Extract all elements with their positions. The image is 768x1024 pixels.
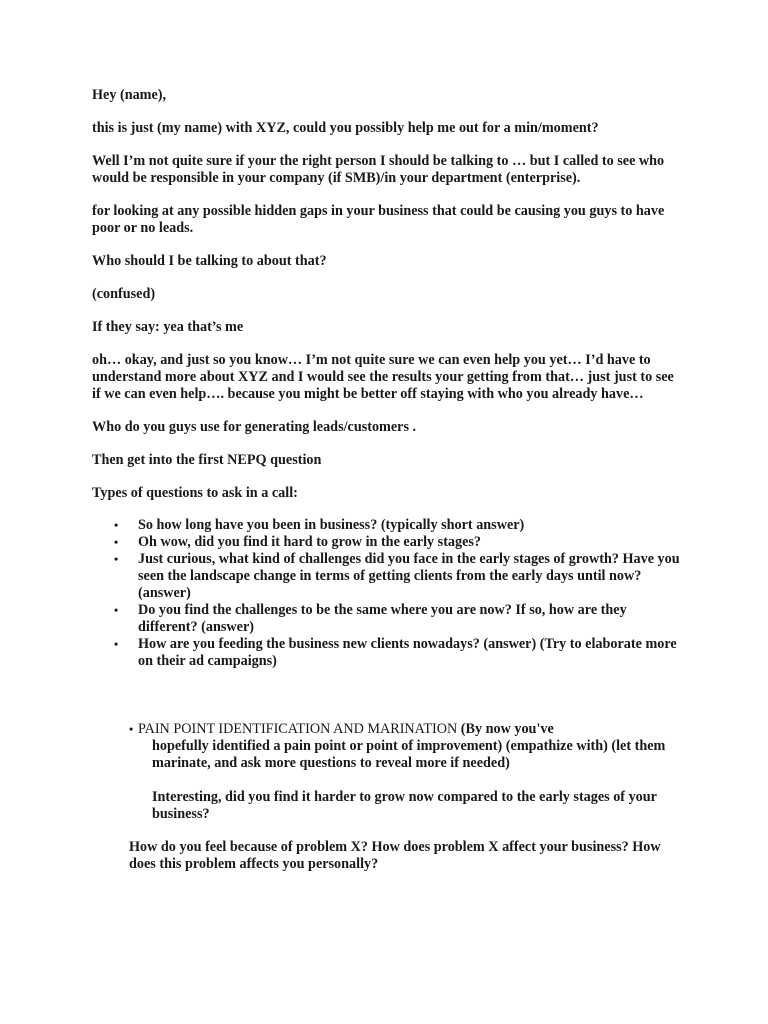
list-item — [92, 636, 682, 670]
interesting-question: Interesting, did you find it harder to grow now compared to the early stages of your business? — [152, 789, 657, 822]
question-list — [92, 517, 682, 670]
types-heading: Types of questions to ask in a call: — [92, 485, 298, 501]
closing-questions: How do you feel because of problem X? How does problem X affect your business? How does this problem affects you personally? — [129, 839, 661, 872]
bullet-icon: • — [114, 535, 119, 549]
pain-point-section — [129, 721, 682, 823]
document-page — [92, 87, 682, 889]
pain-point-heading: PAIN POINT IDENTIFICATION AND MARINATION — [138, 721, 458, 737]
pain-point-lead-rest: hopefully identified a pain point or point of improvement) (empathize with) (let them marinate, and ask more questions to reveal more if needed) — [152, 738, 666, 771]
greeting: Hey (name), — [92, 87, 167, 103]
intro-line: this is just (my name) with XYZ, could you possibly help me out for a min/moment? — [92, 120, 599, 136]
bullet-icon: • — [114, 637, 119, 651]
pain-point-lead-first: (By now you've — [457, 721, 554, 737]
list-item — [92, 602, 682, 636]
bullet-icon: • — [114, 518, 119, 532]
question-text: Oh wow, did you find it hard to grow in the early stages? — [138, 534, 482, 550]
hidden-gaps-paragraph: for looking at any possible hidden gaps in your business that could be causing you guys to have poor or no leads. — [92, 203, 665, 236]
question-text: Do you find the challenges to be the same where you are now? If so, how are they different? (answer) — [138, 602, 627, 635]
bullet-icon: • — [129, 722, 134, 736]
list-item — [92, 517, 682, 534]
right-person-paragraph: Well I’m not quite sure if your the right person I should be talking to … but I called to see who would be responsible in your company (if SMB)/in your department (enterprise). — [92, 153, 665, 186]
list-item — [92, 534, 682, 551]
okay-paragraph: oh… okay, and just so you know… I’m not quite sure we can even help you yet… I’d have to understand more about XYZ and I would see the results your getting from that… just just to see if we can even help…. because you might be better off staying with who you already have… — [92, 352, 674, 402]
lead-source-question: Who do you guys use for generating leads/customers . — [92, 419, 417, 435]
bullet-icon: • — [114, 603, 119, 617]
question-text: So how long have you been in business? (typically short answer) — [138, 517, 525, 533]
if-they-say: If they say: yea that’s me — [92, 319, 244, 335]
bullet-icon: • — [114, 552, 119, 566]
who-question: Who should I be talking to about that? — [92, 253, 327, 269]
question-text: How are you feeding the business new clients nowadays? (answer) (Try to elaborate more on their ad campaigns) — [138, 636, 677, 669]
list-item — [92, 551, 682, 602]
nepq-instruction: Then get into the first NEPQ question — [92, 452, 322, 468]
question-text: Just curious, what kind of challenges did you face in the early stages of growth? Have you seen the landscape change in terms of getting clients from the early days until now? (answer) — [138, 551, 680, 601]
confused-note: (confused) — [92, 286, 156, 302]
pain-point-lead — [129, 721, 682, 772]
